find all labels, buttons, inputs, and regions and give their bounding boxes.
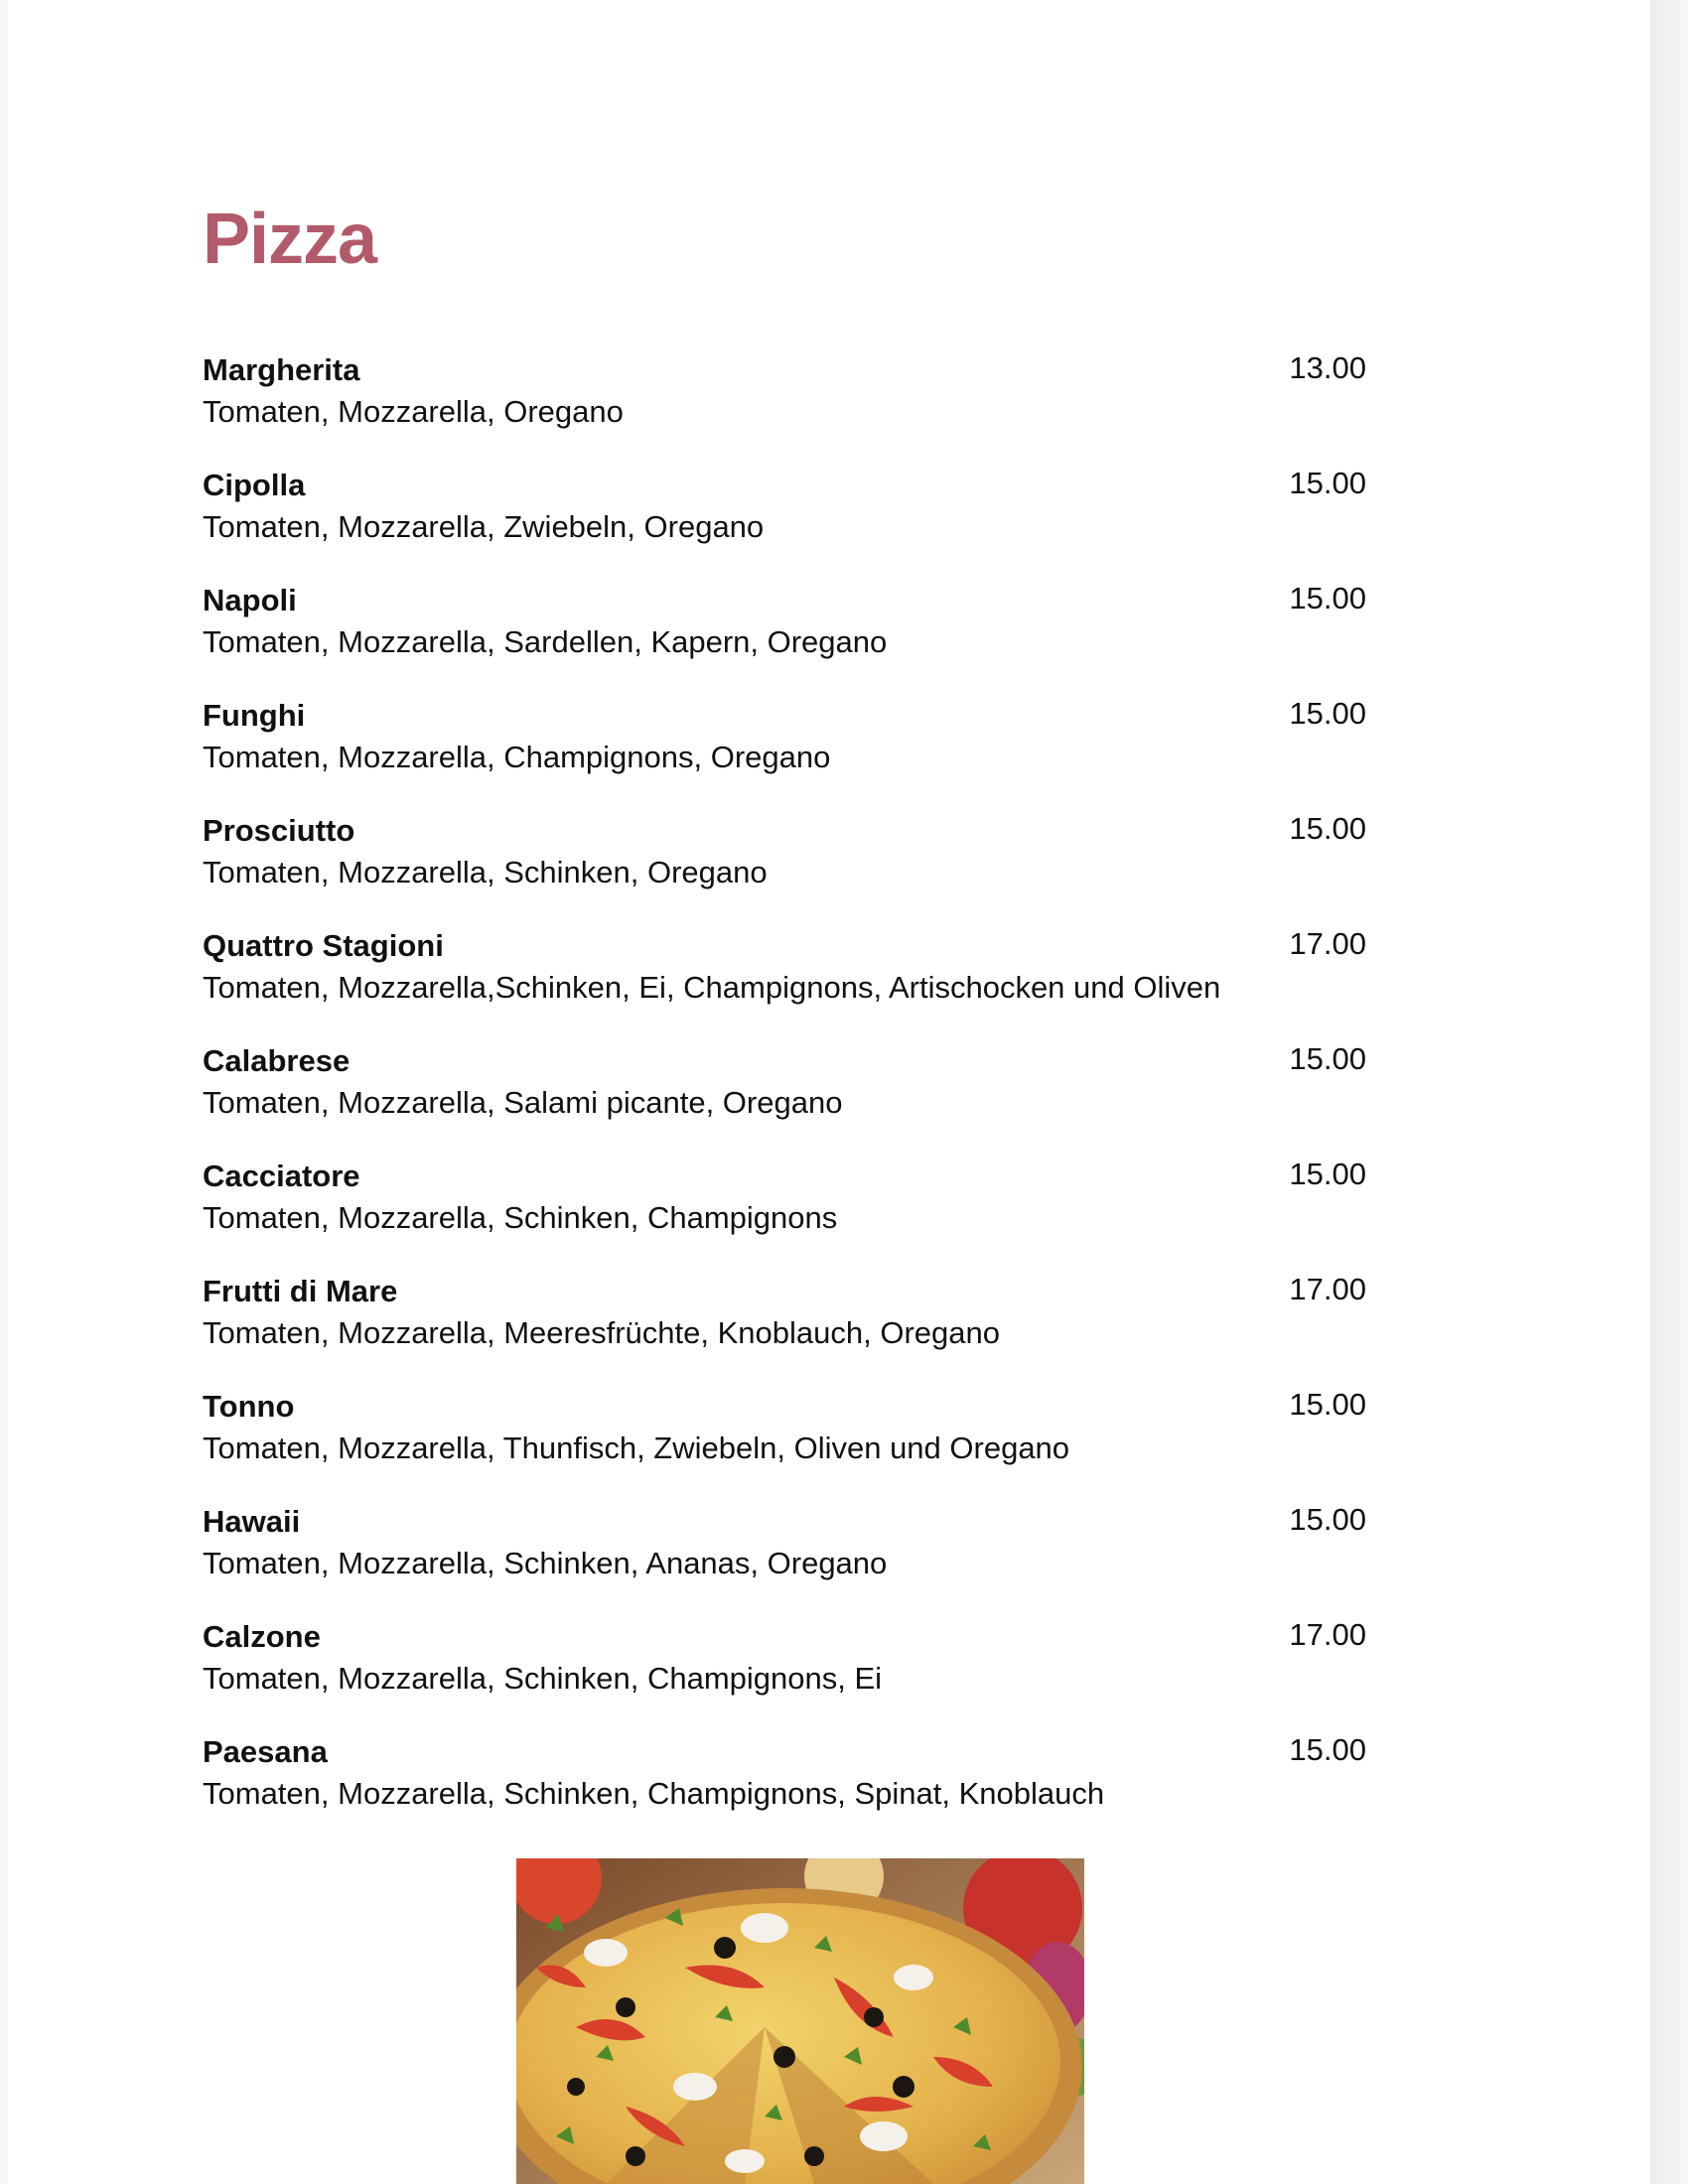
menu-item-margherita <box>203 352 1366 468</box>
item-price: 15.00 <box>1289 581 1366 615</box>
item-name: Prosciutto <box>203 813 355 848</box>
menu-item-tonno <box>203 1389 1366 1504</box>
item-description: Tomaten, Mozzarella, Schinken, Champignons, Ei <box>203 1661 883 1696</box>
item-price: 17.00 <box>1289 1272 1366 1306</box>
pizza-photo <box>516 1858 1084 2184</box>
item-description: Tomaten, Mozzarella, Salami picante, Oregano <box>203 1085 843 1120</box>
item-description: Tomaten, Mozzarella, Schinken, Ananas, Oregano <box>203 1546 888 1580</box>
item-description: Tomaten, Mozzarella, Schinken, Oregano <box>203 855 768 889</box>
item-price: 17.00 <box>1289 926 1366 961</box>
menu-item-hawaii <box>203 1504 1366 1619</box>
item-price: 15.00 <box>1289 1387 1366 1422</box>
item-price: 13.00 <box>1289 350 1366 385</box>
item-price: 17.00 <box>1289 1617 1366 1652</box>
menu-item-funghi <box>203 698 1366 813</box>
item-name: Paesana <box>203 1734 328 1769</box>
item-price: 15.00 <box>1289 466 1366 500</box>
menu-item-calabrese <box>203 1043 1366 1159</box>
item-name: Hawaii <box>203 1504 301 1539</box>
menu-item-frutti-di-mare <box>203 1274 1366 1389</box>
item-name: Margherita <box>203 352 360 387</box>
menu-item-calzone <box>203 1619 1366 1734</box>
menu-item-quattro-stagioni <box>203 928 1366 1043</box>
page-title: Pizza <box>203 200 377 279</box>
item-price: 15.00 <box>1289 1041 1366 1076</box>
menu-item-prosciutto <box>203 813 1366 928</box>
item-description: Tomaten, Mozzarella, Thunfisch, Zwiebeln, Oliven und Oregano <box>203 1431 1070 1465</box>
item-description: Tomaten, Mozzarella, Zwiebeln, Oregano <box>203 509 765 544</box>
item-description: Tomaten, Mozzarella,Schinken, Ei, Champignons, Artischocken und Oliven <box>203 970 1221 1005</box>
item-name: Funghi <box>203 698 306 733</box>
item-price: 15.00 <box>1289 811 1366 846</box>
item-name: Calzone <box>203 1619 321 1654</box>
page-edge-shadow <box>1650 0 1688 2184</box>
item-name: Calabrese <box>203 1043 351 1078</box>
menu-item-cacciatore <box>203 1159 1366 1274</box>
item-description: Tomaten, Mozzarella, Schinken, Champignons <box>203 1200 838 1235</box>
menu-item-napoli <box>203 583 1366 698</box>
menu-item-cipolla <box>203 468 1366 583</box>
item-description: Tomaten, Mozzarella, Schinken, Champignons, Spinat, Knoblauch <box>203 1776 1105 1811</box>
item-price: 15.00 <box>1289 1157 1366 1191</box>
item-name: Frutti di Mare <box>203 1274 398 1308</box>
item-price: 15.00 <box>1289 696 1366 731</box>
item-name: Cacciatore <box>203 1159 360 1193</box>
item-price: 15.00 <box>1289 1732 1366 1767</box>
item-price: 15.00 <box>1289 1502 1366 1537</box>
menu-list <box>203 352 1366 1849</box>
item-description: Tomaten, Mozzarella, Oregano <box>203 394 624 429</box>
item-description: Tomaten, Mozzarella, Meeresfrüchte, Knoblauch, Oregano <box>203 1315 1000 1350</box>
item-description: Tomaten, Mozzarella, Sardellen, Kapern, Oregano <box>203 624 888 659</box>
item-name: Cipolla <box>203 468 306 502</box>
pizza-image-icon <box>516 1858 1084 2184</box>
item-description: Tomaten, Mozzarella, Champignons, Oregano <box>203 740 831 774</box>
item-name: Quattro Stagioni <box>203 928 444 963</box>
menu-item-paesana <box>203 1734 1366 1849</box>
item-name: Tonno <box>203 1389 295 1424</box>
item-name: Napoli <box>203 583 297 617</box>
